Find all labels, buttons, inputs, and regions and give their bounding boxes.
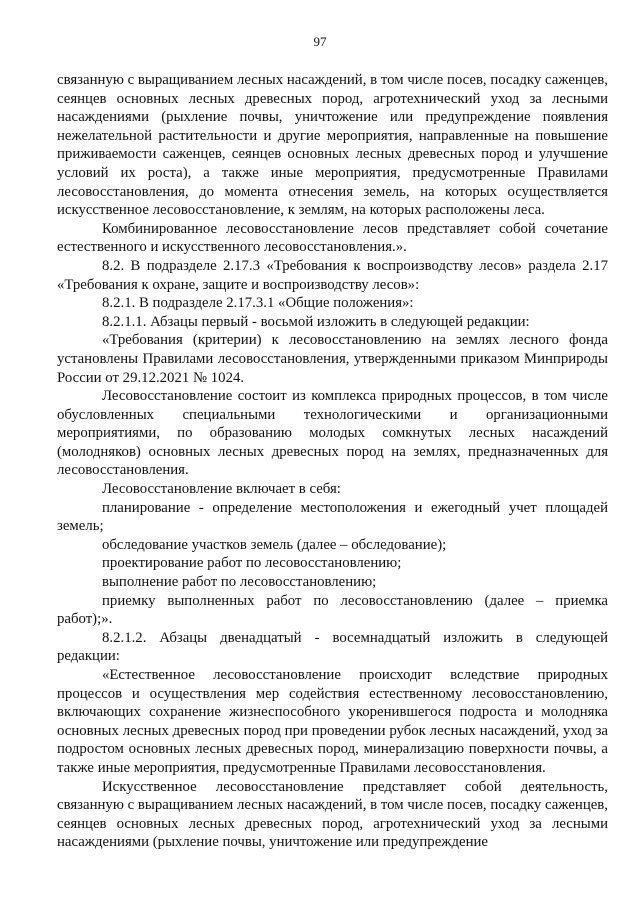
paragraph-8-2-1-1: 8.2.1.1. Абзацы первый - восьмой изложить в следующей редакции:	[102, 313, 530, 330]
paragraph-requirements: «Требования (критерии) к лесовосстановлению на землях лесного фонда установлены Правилами лесовосстановления, утвержденными приказом Минприроды России от 29.12.2021 № 1024.	[57, 332, 608, 386]
document-body	[57, 71, 608, 852]
list-item-design: проектирование работ по лесовосстановлению;	[102, 555, 402, 572]
paragraph-continuation: связанную с выращиванием лесных насаждений, в том числе посев, посадку саженцев, сеянцев основных лесных древесных пород, агротехнический уход за лесными насаждениями (рыхление почвы, уничтожение или предупреждение появления нежелательной растительности и другие мероприятия, направленные на повышение приживаемости саженцев, сеянцев основных лесных древесных пород и улучшение условий их роста), а также иные мероприятия, предусмотренные Правилами лесовосстановления, до момента отнесения земель, на которых осуществляется искусственное лесовосстановление, к землям, на которых расположены леса.	[57, 72, 608, 219]
page-number: 97	[313, 34, 327, 49]
list-item-execution: выполнение работ по лесовосстановлению;	[102, 574, 377, 591]
paragraph-artificial-reforestation: Искусственное лесовосстановление представляет собой деятельность, связанную с выращиванием лесных насаждений, в том числе посев, посадку саженцев, сеянцев основных лесных древесных пород, агротехнический уход за лесными насаждениями (рыхление почвы, уничтожение или предупреждение	[57, 778, 608, 851]
list-item-planning: планирование - определение местоположения и ежегодный учет площадей земель;	[57, 499, 608, 535]
paragraph-reforestation-definition: Лесовосстановление состоит из комплекса природных процессов, в том числе обусловленных специальными технологическими и организационными мероприятиями, по образованию молодых сомкнутых лесных насаждений (молодняков) основных лесных древесных пород на землях, предназначенных для лесовосстановления.	[57, 388, 608, 479]
paragraph-8-2: 8.2. В подразделе 2.17.3 «Требования к воспроизводству лесов» раздела 2.17 «Требования к охране, защите и воспроизводству лесов»:	[57, 257, 608, 293]
paragraph-combined-reforestation: Комбинированное лесовосстановление лесов представляет собой сочетание естественного и искусственного лесовосстановления.».	[57, 220, 608, 256]
list-item-acceptance: приемку выполненных работ по лесовосстановлению (далее – приемка работ);».	[57, 592, 608, 628]
paragraph-includes: Лесовосстановление включает в себя:	[102, 481, 341, 498]
paragraph-natural-reforestation: «Естественное лесовосстановление происходит вследствие природных процессов и осуществления мер содействия естественному лесовосстановлению, включающих сохранение жизнеспособного укоренившегося подроста и молодняка основных лесных древесных пород при проведении рубок лесных насаждений, уход за подростом основных лесных древесных пород, минерализацию поверхности почвы, а также иные мероприятия, предусмотренные Правилами лесовосстановления.	[57, 667, 608, 776]
list-item-inspection: обследование участков земель (далее – обследование);	[102, 536, 447, 553]
paragraph-8-2-1-2: 8.2.1.2. Абзацы двенадцатый - восемнадцатый изложить в следующей редакции:	[57, 629, 608, 665]
paragraph-8-2-1: 8.2.1. В подразделе 2.17.3.1 «Общие положения»:	[102, 295, 414, 312]
